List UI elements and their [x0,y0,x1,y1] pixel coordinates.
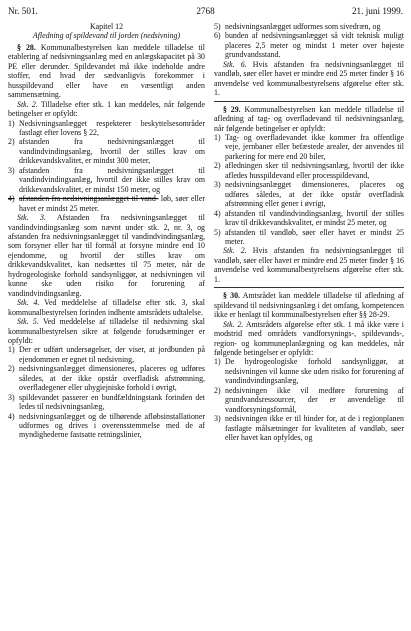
section-29-stk2 [214,246,404,284]
list-item-text: afledningen sker til nedsivningsanlæg, hvortil der ikke afledes husspildevand eller processpildevand, [225,161,404,180]
stk-text: Ved meddelelse af tilladelse efter stk. 3, skal kommunalbestyrelsen forinden indhente amtsrådets udtalelse. [8,298,205,317]
list-item-number: 1) [214,132,221,142]
list-item-number: 2) [8,137,15,147]
list-item [214,31,404,59]
list-item-text: Nedsivningsanlægget respekterer beskyttelsesområder fastlagt efter lovens § 22, [19,118,205,137]
list-item-text [19,194,205,213]
page-number: 2768 [196,6,215,16]
stk-text: Ved meddelelse af tilladelse til nedsivning skal kommunalbestyrelsen sikre at følgende forudsætninger er opfyldt: [8,317,205,345]
chapter-subtitle: Afledning af spildevand til jorden (nedsivning) [32,31,181,41]
list-item-text: De hydrogeologiske forhold sandsynliggør, at nedsivningen vil kunne ske uden risiko for forurening af vandindvindingsanlæg, [225,357,404,386]
section-29 [214,105,404,133]
section-divider [214,287,404,288]
list-item-text: Der er udført undersøgelser, der viser, at jordbunden på ejendommen er egnet til nedsivning, [19,345,205,364]
list-d [214,133,404,246]
list-item [214,386,404,414]
list-item-number: 2) [214,161,221,171]
stk-text: Afstanden fra nedsivningsanlægget til vandindvindingsanlæg som nævnt under stk. 2, nr. 3, og afstanden fra nedsivningsanlægget til vandindvindingsanlæg, som forsyner eller har til formål at forsyne mindre end 10 ejendomme, og hvortil der stilles krav om drikkevandskvalitet, kan nedsættes til 75 meter, når de hydrogeologiske forhold sandsynliggør, at nedsivningen vil kunne ske uden risiko for forurening af vandindvindingsanlæg. [8,213,205,298]
list-item-number: 1) [8,345,15,355]
section-30 [214,291,404,319]
list-item-struck [8,194,205,213]
list-item-number: 5) [214,22,221,31]
list-item [8,137,205,165]
stk-label: Stk. 6. [223,59,247,69]
list-item [214,357,404,385]
page-header [8,4,403,18]
list-item-text: nedsivningsanlægget dimensioneres, placeres og udføres således, at der ikke opstår overfladisk afstrømning eller gener i øvrigt, [225,180,404,209]
left-column [8,22,205,440]
list-item [8,119,205,138]
stk-text: Amtsrådets afgørelse efter stk. 1 må ikke være i modstrid med områdets vandforsynings-, spildevands-, region- og kommuneplanlægning og kan meddeles, når følgende betingelser er opfyldt: [214,319,404,357]
list-item-number: 4) [214,208,221,218]
section-30-stk2 [214,320,404,358]
list-item [214,414,404,442]
section-29-label: § 29. [223,104,241,114]
list-item [214,209,404,228]
list-c [214,22,404,60]
list-item-number: 1) [8,118,15,128]
stk-text: Hvis afstanden fra nedsivningsanlægget til vandløb, søer eller havet er mindre end 25 meter finder § 16 anvendelse ved kommunalbestyrelsens afgørelse efter stk. 1. [214,59,404,98]
list-item [214,22,404,31]
list-item-number: 3) [8,392,15,402]
list-item [214,133,404,161]
list-item-number: 4) [8,194,15,204]
list-item-number: 2) [8,364,15,374]
struck-text: afstanden fra nedsivningsanlægget til vand- [19,194,159,204]
stk-label: Stk. 2. [223,246,247,256]
section-28-stk3 [8,213,205,298]
stk-label: Stk. 5. [17,317,39,327]
section-28-stk4 [8,298,205,317]
list-item [214,161,404,180]
stk-text: Tilladelse efter stk. 1 kan meddeles, når følgende betingelser er opfyldt: [8,99,205,119]
list-item-text: afstanden til vandindvindingsanlæg, hvortil der stilles krav til drikkevandskvalitet, er mindst 25 meter, og [225,208,404,228]
list-item-number: 2) [214,385,221,395]
list-item [8,412,205,440]
section-28 [8,43,205,100]
list-item-text: nedsivningen ikke er til hinder for, at de i regionplanen fastlagte målsætninger for kvaliteten af vandløb, søer eller havet kan opfyldes, og [225,414,404,443]
list-item-text: afstanden til vandløb, søer eller havet er mindst 25 meter. [225,227,404,246]
list-item-number: 3) [214,180,221,190]
list-item-text: bunden af nedsivningsanlægget så vidt teknisk muligt placeres 2,5 meter og mindst 1 meter over højeste grundvandsstand. [225,31,404,60]
list-item-text: afstanden fra nedsivningsanlægget til vandindvindingsanlæg, hvortil der stilles krav om drikkevandskvalitet, er mindst 300 meter, [19,137,205,166]
list-item-number: 6) [214,31,221,41]
section-30-text: Amtsrådet kan meddele tilladelse til afledning af spildevand til nedsivningsanlæg i det omfang, kompetencen ikke er henlagt til kommunalbestyrelsen efter §§ 28-29. [214,291,404,320]
list-item-number: 5) [214,227,221,237]
list-item-text: Tag- og overfladevandet ikke kommer fra offentlige veje, jernbaner eller befæstede arealer, der anvendes til parkering for mere end 20 biler, [225,132,404,161]
list-item [8,393,205,412]
stk-label: Stk. 2. [223,319,244,329]
issue-number: Nr. 501. [8,6,38,16]
list-a [8,119,205,214]
list-item-text: nedsivningsanlægget og de tilhørende afløbsinstallationer udformes og drives i overensstemmelse med de af myndighederne fastsatte retningslinier, [19,411,205,440]
list-item [8,166,205,194]
list-item [214,228,404,247]
list-item-number: 3) [214,414,221,424]
section-29-text: Kommunalbestyrelsen kan meddele tilladelse til afledning af tag- og overfladevand til nedsivningsanlæg, når følgende betingelser er opfyldt: [214,104,405,133]
stk-label: Stk. 4. [17,298,40,308]
list-b [8,345,205,440]
list-item-text: nedsivningen ikke vil medføre forurening af grundvandsressourcer, der er anvendelige til vandforsyningsformål, [225,385,404,414]
list-item-number: 3) [8,165,15,175]
list-item [214,180,404,208]
list-item-text: nedsivningsanlægget dimensioneres, placeres og udføres således, at der ikke opstår overfladisk afstrømning, overfladegener eller uhygiejniske forhold i øvrigt, [19,364,205,393]
list-item [8,345,205,364]
chapter-title: Kapitel 12 [89,22,124,31]
section-28-stk5 [8,317,205,345]
section-30-label: § 30. [223,291,241,301]
section-divider [214,101,404,102]
section-28-stk2 [8,100,205,119]
list-item-text: nedsivningsanlægget udformes som sivedræn, og [225,22,381,31]
section-28-stk6 [214,60,404,98]
list-item [8,364,205,392]
remaining-text: løb, søer eller havet er mindst 25 meter. [19,194,205,213]
list-item-number: 1) [214,357,221,367]
list-e [214,357,404,442]
list-item-number: 4) [8,411,15,421]
stk-text: Hvis afstanden fra nedsivningsanlægget til vandløb, søer eller havet er mindre end 25 meter finder § 16 anvendelse ved kommunalbestyrelsens afgørelse efter stk. 1. [214,246,404,284]
section-28-label: § 28. [17,42,36,52]
list-item-text: spildevandet passerer en bundfældningstank forinden det ledes til nedsivningsanlæg, [19,392,205,412]
list-item-text: afstanden fra nedsivningsanlægget til vandindvindingsanlæg, hvortil der ikke stilles krav om drikkevandskvalitet, er mindst 150 meter, og [19,165,205,194]
stk-label: Stk. 2. [17,99,38,109]
issue-date: 21. juni 1999. [351,6,403,16]
right-column [214,22,404,442]
section-28-text: Kommunalbestyrelsen kan meddele tilladelse til etablering af nedsivningsanlæg med en anlægskapacitet på 30 PE eller derunder. Spildevandet må ikke indeholde andre stoffer, end hvad der sædvanligvis forekommer i husspildevand eller have en væsentligt anden sammensætning. [8,42,206,100]
stk-label: Stk. 3. [17,213,46,223]
